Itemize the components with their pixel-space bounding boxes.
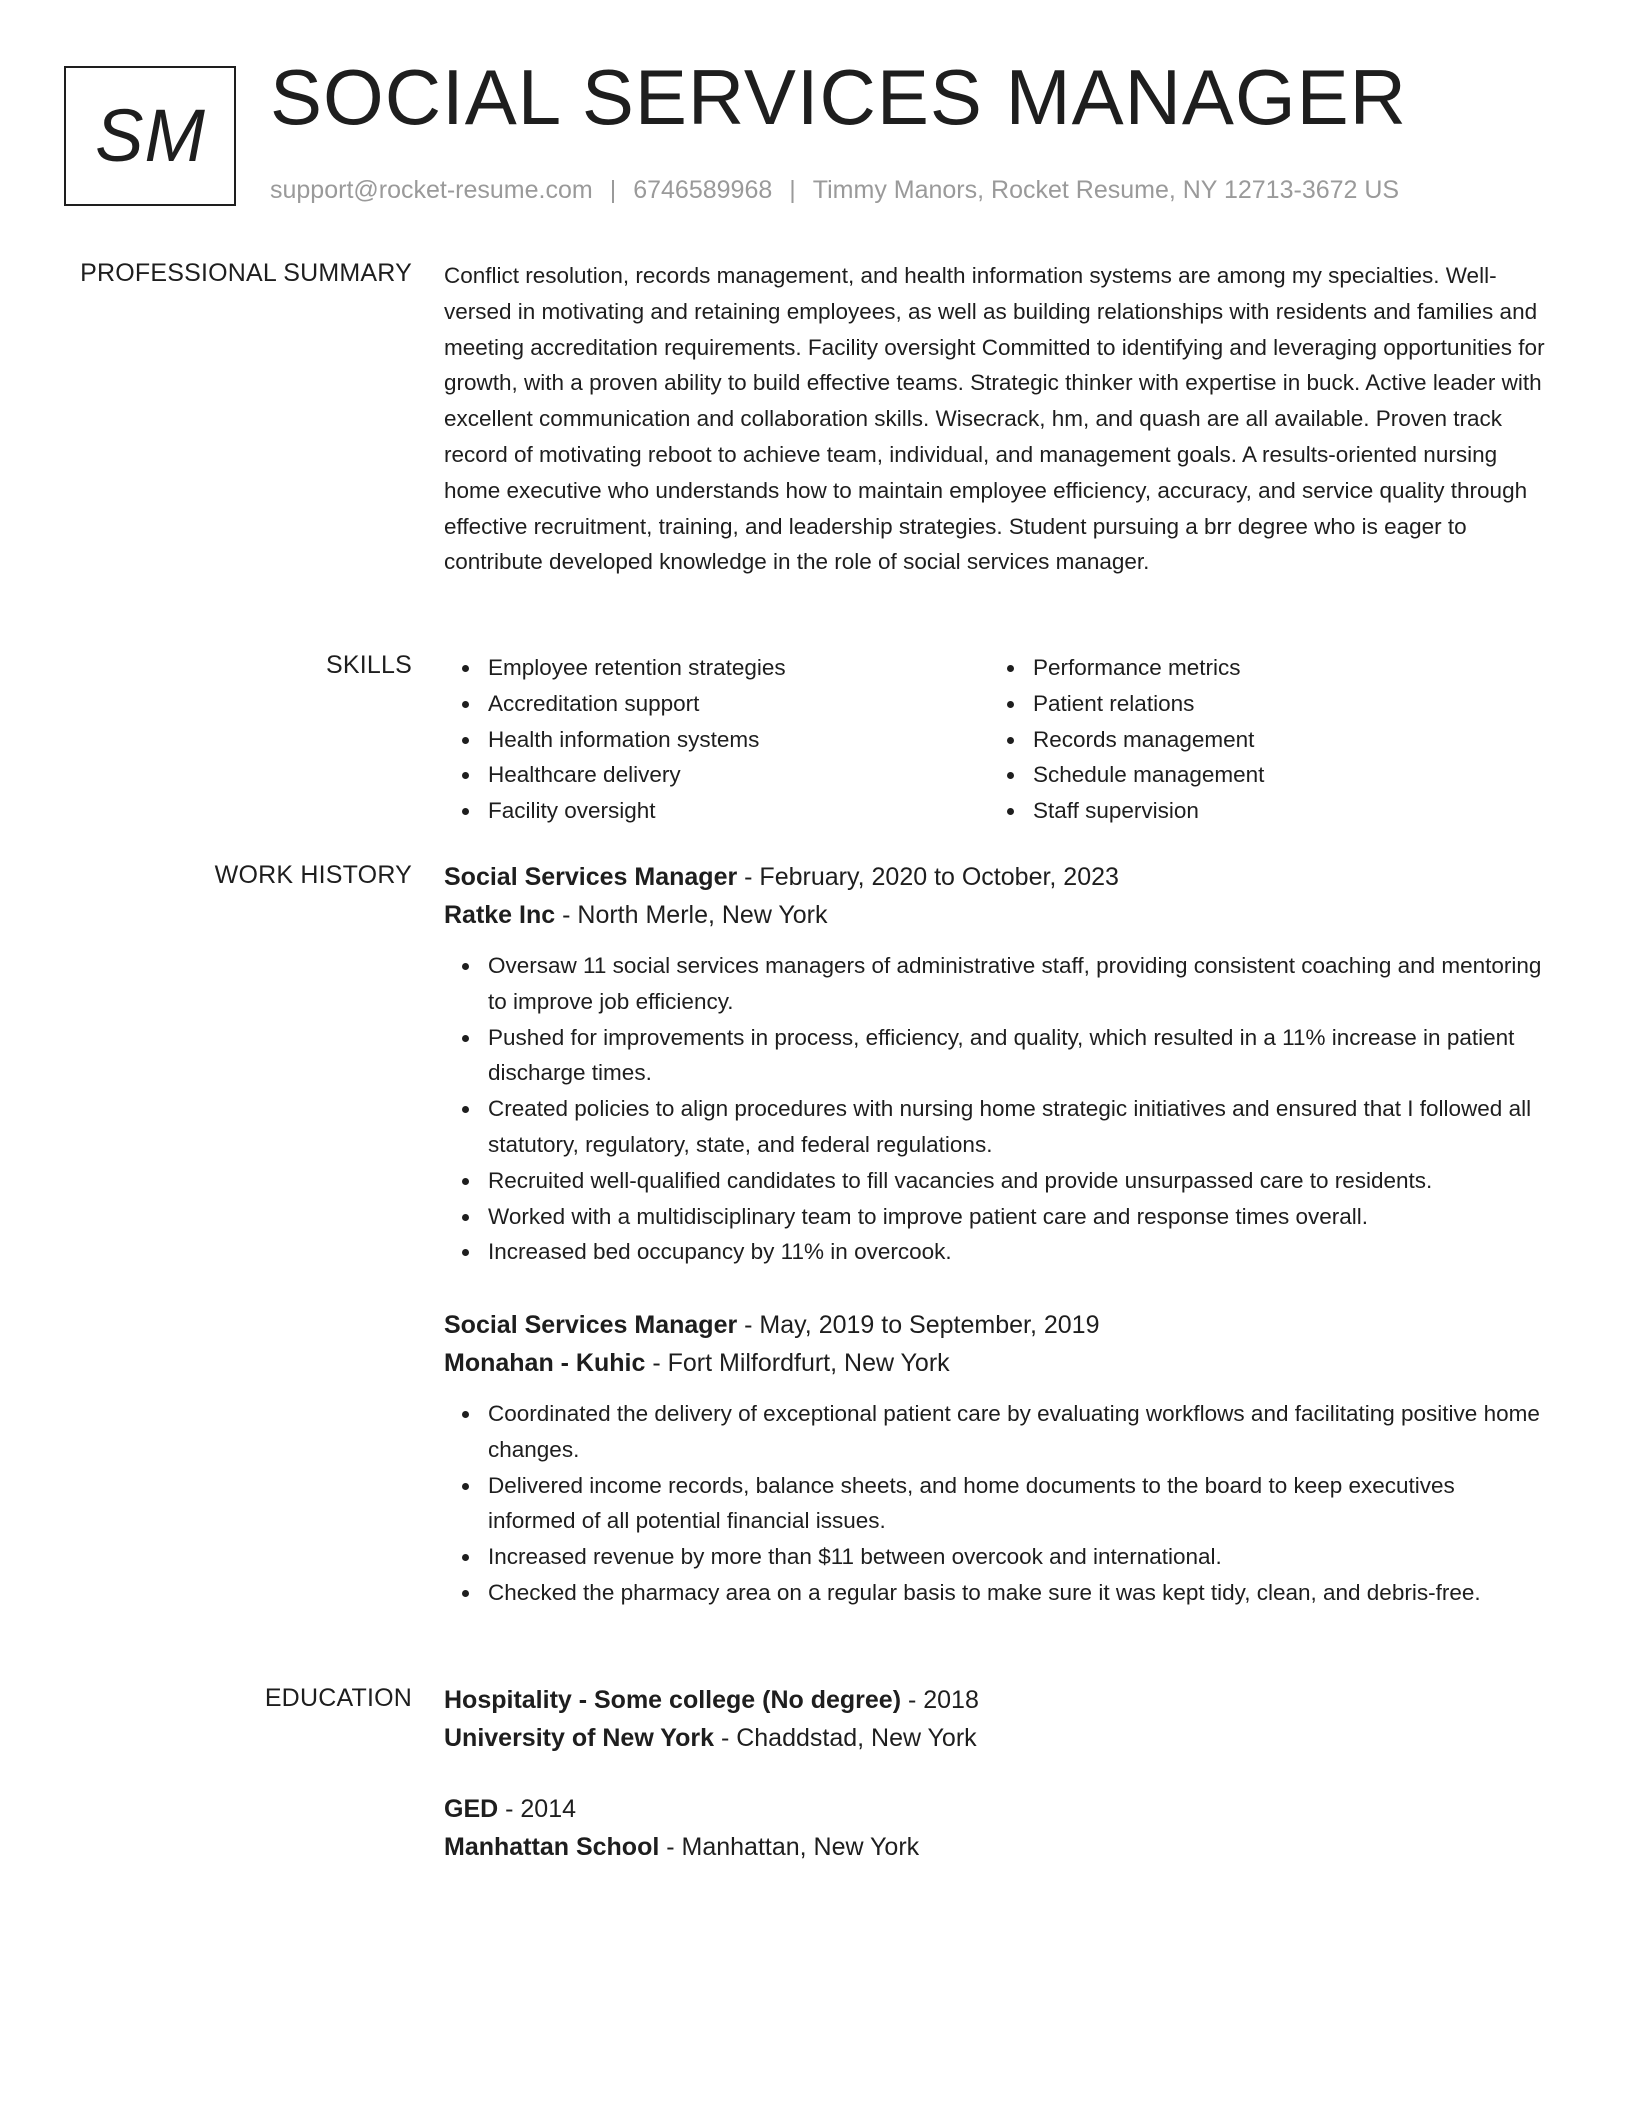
job-entry	[444, 1306, 1548, 1611]
job-bullets	[444, 1396, 1548, 1611]
job-bullet: Increased bed occupancy by 11% in overcook.	[488, 1234, 1548, 1270]
monogram-box	[64, 66, 236, 206]
summary-text: Conflict resolution, records management, and health information systems are among my specialties. Well-versed in motivating and retaining employees, as well as building relationships with residents and families and meeting accreditation requirements. Facility oversight Committed to identifying and leveraging opportunities for growth, with a proven ability to build effective teams. Strategic thinker with expertise in buck. Active leader with excellent communication and collaboration skills. Wisecrack, hm, and quash are all available. Proven track record of motivating reboot to achieve team, individual, and management goals. A results-oriented nursing home executive who understands how to maintain employee efficiency, accuracy, and service quality through effective recruitment, training, and leadership strategies. Student pursuing a brr degree who is eager to contribute developed knowledge in the role of social services manager.	[444, 263, 1545, 575]
job-bullet: Delivered income records, balance sheets, and home documents to the board to keep executives informed of all potential financial issues.	[488, 1468, 1548, 1540]
skill-item: Staff supervision	[1033, 793, 1534, 829]
education-entry	[444, 1681, 1548, 1757]
education-degree: GED	[444, 1795, 499, 1823]
job-bullet: Checked the pharmacy area on a regular basis to make sure it was kept tidy, clean, and debris-free.	[488, 1575, 1548, 1611]
job-company-line	[444, 896, 1548, 934]
contact-line	[270, 176, 1399, 205]
contact-separator: |	[609, 176, 617, 204]
job-bullet: Coordinated the delivery of exceptional patient care by evaluating workflows and facilitating positive home changes.	[488, 1396, 1548, 1468]
job-bullets	[444, 948, 1548, 1270]
skill-item: Records management	[1033, 722, 1534, 758]
education-degree-line	[444, 1790, 1548, 1828]
job-dates: - May, 2019 to September, 2019	[737, 1311, 1100, 1339]
job-bullet: Created policies to align procedures with nursing home strategic initiatives and ensured that I followed all statutory, regulatory, state, and federal regulations.	[488, 1091, 1548, 1163]
job-company: Monahan - Kuhic	[444, 1349, 646, 1377]
job-role: Social Services Manager	[444, 863, 738, 891]
contact-separator: |	[789, 176, 796, 204]
education-heading: EDUCATION	[264, 1684, 412, 1712]
job-bullet: Worked with a multidisciplinary team to improve patient care and response times overall.	[488, 1199, 1548, 1235]
skill-item: Healthcare delivery	[488, 757, 989, 793]
resume-title: SOCIAL SERVICES MANAGER	[270, 53, 1407, 141]
skills-column-right	[989, 650, 1534, 829]
job-bullet: Recruited well-qualified candidates to fill vacancies and provide unsurpassed care to residents.	[488, 1163, 1548, 1199]
job-company-line	[444, 1344, 1548, 1382]
job-bullet: Oversaw 11 social services managers of administrative staff, providing consistent coaching and mentoring to improve job efficiency.	[488, 948, 1548, 1020]
job-role: Social Services Manager	[444, 1311, 738, 1339]
skills-body	[444, 650, 1548, 829]
skills-heading: SKILLS	[326, 651, 412, 679]
education-location: - Chaddstad, New York	[714, 1724, 977, 1752]
education-year: - 2014	[498, 1795, 577, 1823]
job-location: - North Merle, New York	[555, 901, 828, 929]
education-degree: Hospitality - Some college (No degree)	[444, 1686, 902, 1714]
education-entry	[444, 1790, 1548, 1866]
contact-phone[interactable]: 6746589968	[633, 176, 773, 204]
job-title-line	[444, 858, 1548, 896]
job-dates: - February, 2020 to October, 2023	[737, 863, 1119, 891]
job-title-line	[444, 1306, 1548, 1344]
job-entry	[444, 858, 1548, 1270]
skill-item: Patient relations	[1033, 686, 1534, 722]
job-bullet: Pushed for improvements in process, efficiency, and quality, which resulted in a 11% increase in patient discharge times.	[488, 1020, 1548, 1092]
summary-heading: PROFESSIONAL SUMMARY	[80, 259, 412, 287]
work-history-heading: WORK HISTORY	[214, 861, 412, 889]
skill-item: Facility oversight	[488, 793, 989, 829]
skill-item: Employee retention strategies	[488, 650, 989, 686]
education-school: University of New York	[444, 1724, 714, 1752]
education-location: - Manhattan, New York	[659, 1833, 920, 1861]
contact-address: Timmy Manors, Rocket Resume, NY 12713-3672 US	[812, 176, 1400, 204]
job-location: - Fort Milfordfurt, New York	[645, 1349, 950, 1377]
skill-item: Schedule management	[1033, 757, 1534, 793]
skill-item: Performance metrics	[1033, 650, 1534, 686]
education-degree-line	[444, 1681, 1548, 1719]
skill-item: Health information systems	[488, 722, 989, 758]
monogram: SM	[94, 94, 206, 177]
summary-body	[444, 258, 1548, 580]
education-school-line	[444, 1719, 1548, 1757]
skills-column-left	[444, 650, 989, 829]
job-bullet: Increased revenue by more than $11 between overcook and international.	[488, 1539, 1548, 1575]
contact-email[interactable]: support@rocket-resume.com	[270, 176, 593, 204]
education-year: - 2018	[901, 1686, 979, 1714]
education-school-line	[444, 1828, 1548, 1866]
job-company: Ratke Inc	[444, 901, 556, 929]
skill-item: Accreditation support	[488, 686, 989, 722]
education-school: Manhattan School	[444, 1833, 660, 1861]
